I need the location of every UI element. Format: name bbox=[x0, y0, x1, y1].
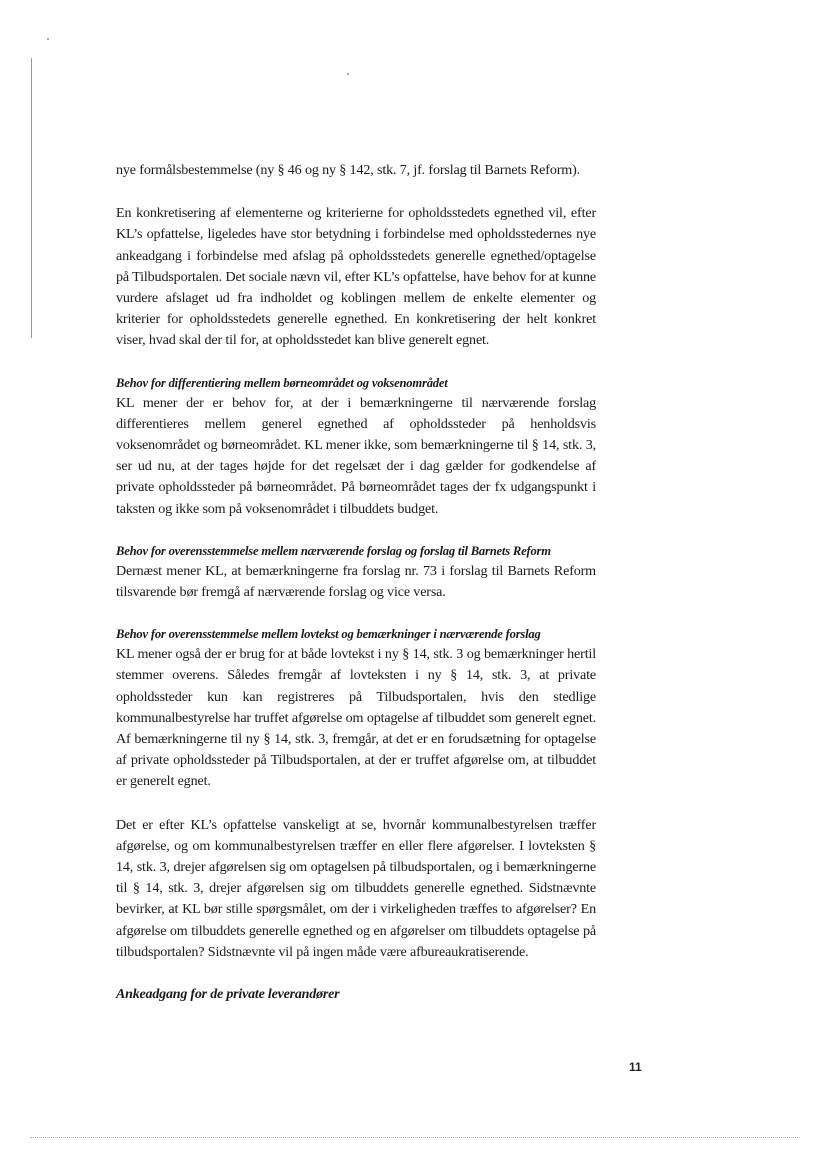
paragraph-afgoerelser: Det er efter KL’s opfattelse vanskeligt at se, hvornår kommunalbestyrelsen træffer afgørelse, og om kommunalbestyrelsen træffer en eller flere afgørelser. I lovteksten § 14, stk. 3, drejer afgørelsen sig om optagelsen på tilbudsportalen, og i bemærkningerne til § 14, stk. 3, drejer afgørelsen sig om tilbuddets generelle egnethed. Sidstnævnte bevirker, at KL bør stille spørgsmålet, om der i virkeligheden træffes to afgørelser? En afgørelse om tilbuddets generelle egnethed og en afgørelser om tilbuddets optagelse på tilbudsportalen? Sidstnævnte vil på ingen måde være afbureaukratiserende. bbox=[116, 816, 596, 960]
left-margin-line bbox=[31, 58, 32, 338]
paragraph-formaalsbestemmelse: nye formålsbestemmelse (ny § 46 og ny § 142, stk. 7, jf. forslag til Barnets Reform). bbox=[116, 162, 581, 178]
bottom-scan-edge bbox=[30, 1137, 800, 1138]
scan-speck bbox=[47, 38, 49, 40]
paragraph-konkretisering: En konkretisering af elementerne og kriterierne for opholdsstedets egnethed vil, efter KL’s opfattelse, ligeledes have stor betydning i forbindelse med opholdsstedernes nye ankeadgang i forbindelse med afslag på opholdsstedets generelle egnethed/optagelse på Tilbudsportalen. Det sociale nævn vil, efter KL’s opfattelse, have behov for at kunne vurdere afslaget ud fra indholdet og koblingen mellem de enkelte elementer og kriterier for opholdsstedets generelle egnethed. En konkretisering der helt konkret viser, hvad skal der til for, at opholdsstedet kan blive generelt egnet. bbox=[116, 205, 596, 349]
paragraph-barnets-reform: Dernæst mener KL, at bemærkningerne fra forslag nr. 73 i forslag til Barnets Reform tilsvarende bør fremgå af nærværende forslag og vice versa. bbox=[116, 562, 596, 601]
heading-overensstemmelse-lovtekst: Behov for overensstemmelse mellem lovtekst og bemærkninger i nærværende forslag bbox=[116, 627, 541, 642]
page-number: 11 bbox=[629, 1060, 642, 1074]
heading-ankeadgang: Ankeadgang for de private leverandører bbox=[116, 987, 340, 1003]
heading-differentiering: Behov for differentiering mellem børneområdet og voksenområdet bbox=[116, 375, 448, 390]
heading-overensstemmelse-barnets-reform: Behov for overensstemmelse mellem nærværende forslag og forslag til Barnets Reform bbox=[116, 543, 551, 558]
paragraph-lovtekst: KL mener også der er brug for at både lovtekst i ny § 14, stk. 3 og bemærkninger hertil stemmer overens. Således fremgår af lovteksten i ny § 14, stk. 3, at private opholdssteder kun kan registreres på Tilbudsportalen, hvis den stedlige kommunalbestyrelse har truffet afgørelse om optagelse af tilbuddet som generelt egnet. Af bemærkningerne til ny § 14, stk. 3, fremgår, at det er en forudsætning for optagelse af private opholdssteder på Tilbudsportalen, at der er truffet afgørelse om, at tilbuddet er generelt egnet. bbox=[116, 646, 596, 790]
paragraph-differentiering: KL mener der er behov for, at der i bemærkningerne til nærværende forslag differentieres mellem generel egnethed af opholdssteder på henholdsvis voksenområdet og børneområdet. KL mener ikke, som bemærkningerne til § 14, stk. 3, ser ud nu, at der tages højde for det regelsæt der i dag gælder for godkendelse af private opholdssteder på børneområdet. På børneområdet tages der fx udgangspunkt i taksten og ikke som på voksenområdet i tilbuddets budget. bbox=[116, 394, 596, 517]
scan-speck bbox=[347, 73, 349, 75]
document-body bbox=[116, 160, 596, 1004]
